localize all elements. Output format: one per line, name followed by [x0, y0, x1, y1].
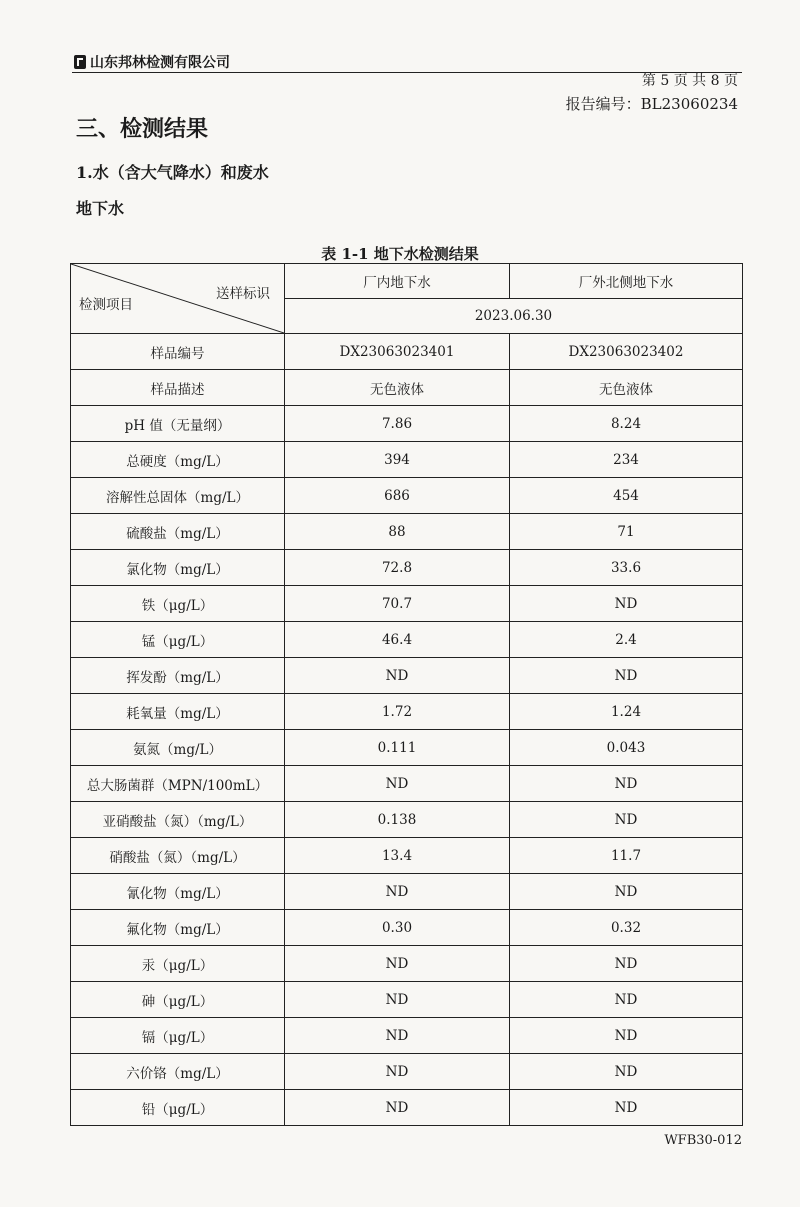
table-row — [71, 766, 743, 802]
row-value-1: 88 — [285, 514, 510, 550]
table-row — [71, 1090, 743, 1126]
row-value-2: ND — [510, 982, 743, 1018]
row-value-2: 无色液体 — [510, 370, 743, 406]
row-label: 总大肠菌群（MPN/100mL） — [71, 766, 285, 802]
row-value-2: 0.043 — [510, 730, 743, 766]
table-caption: 表 1-1 地下水检测结果 — [321, 245, 479, 263]
row-value-2: 234 — [510, 442, 743, 478]
company-name: 山东邦林检测有限公司 — [90, 55, 230, 71]
section-subtitle: 1.水（含大气降水）和废水 — [76, 163, 269, 182]
row-value-1: ND — [285, 1018, 510, 1054]
row-value-1: 72.8 — [285, 550, 510, 586]
diagonal-header-cell — [71, 264, 285, 334]
row-label: 总硬度（mg/L） — [71, 442, 285, 478]
row-label: 氨氮（mg/L） — [71, 730, 285, 766]
table-row — [71, 982, 743, 1018]
row-label: 砷（μg/L） — [71, 982, 285, 1018]
row-value-2: DX23063023402 — [510, 334, 743, 370]
row-value-2: ND — [510, 766, 743, 802]
row-value-2: 454 — [510, 478, 743, 514]
row-value-1: 无色液体 — [285, 370, 510, 406]
column-header-1: 厂内地下水 — [285, 264, 510, 299]
sampling-date: 2023.06.30 — [285, 299, 743, 334]
row-label: pH 值（无量纲） — [71, 406, 285, 442]
row-label: 硝酸盐（氮）（mg/L） — [71, 838, 285, 874]
row-value-1: 46.4 — [285, 622, 510, 658]
row-value-1: 70.7 — [285, 586, 510, 622]
table-row — [71, 1018, 743, 1054]
row-value-1: DX23063023401 — [285, 334, 510, 370]
table-row — [71, 946, 743, 982]
table-row — [71, 406, 743, 442]
row-label: 溶解性总固体（mg/L） — [71, 478, 285, 514]
row-value-1: 394 — [285, 442, 510, 478]
row-value-2: 33.6 — [510, 550, 743, 586]
row-value-2: 11.7 — [510, 838, 743, 874]
row-value-2: ND — [510, 1054, 743, 1090]
table-row — [71, 550, 743, 586]
table-row — [71, 838, 743, 874]
table-row — [71, 874, 743, 910]
table-row — [71, 478, 743, 514]
corner-label-sample: 送样标识 — [216, 286, 270, 302]
row-value-2: 0.32 — [510, 910, 743, 946]
row-value-1: ND — [285, 874, 510, 910]
row-label: 铅（μg/L） — [71, 1090, 285, 1126]
report-number: 报告编号：BL23060234 — [565, 95, 738, 113]
row-label: 氟化物（mg/L） — [71, 910, 285, 946]
column-header-2: 厂外北侧地下水 — [510, 264, 743, 299]
row-label: 镉（μg/L） — [71, 1018, 285, 1054]
row-value-2: ND — [510, 586, 743, 622]
row-value-1: ND — [285, 1090, 510, 1126]
row-label: 样品编号 — [71, 334, 285, 370]
row-label: 亚硝酸盐（氮）（mg/L） — [71, 802, 285, 838]
row-value-1: 1.72 — [285, 694, 510, 730]
row-value-1: 0.30 — [285, 910, 510, 946]
row-value-2: ND — [510, 802, 743, 838]
row-value-1: 0.111 — [285, 730, 510, 766]
row-label: 样品描述 — [71, 370, 285, 406]
row-value-2: ND — [510, 874, 743, 910]
table-row — [71, 334, 743, 370]
table-row — [71, 802, 743, 838]
row-label: 六价铬（mg/L） — [71, 1054, 285, 1090]
table-row — [71, 622, 743, 658]
table-row — [71, 658, 743, 694]
row-label: 硫酸盐（mg/L） — [71, 514, 285, 550]
table-row — [71, 442, 743, 478]
table-row — [71, 370, 743, 406]
form-code: WFB30-012 — [664, 1133, 742, 1148]
company-logo-icon — [74, 55, 86, 69]
row-value-2: ND — [510, 658, 743, 694]
row-value-1: 13.4 — [285, 838, 510, 874]
corner-label-item: 检测项目 — [79, 297, 133, 313]
row-label: 挥发酚（mg/L） — [71, 658, 285, 694]
row-value-1: ND — [285, 766, 510, 802]
row-value-1: ND — [285, 982, 510, 1018]
row-label: 锰（μg/L） — [71, 622, 285, 658]
row-value-1: ND — [285, 1054, 510, 1090]
company-header — [74, 52, 230, 72]
results-table — [70, 263, 743, 1126]
section-title: 三、检测结果 — [76, 116, 209, 142]
row-label: 耗氧量（mg/L） — [71, 694, 285, 730]
table-row — [71, 694, 743, 730]
table-row — [71, 586, 743, 622]
table-row — [71, 514, 743, 550]
row-value-2: ND — [510, 946, 743, 982]
row-value-1: 686 — [285, 478, 510, 514]
row-label: 铁（μg/L） — [71, 586, 285, 622]
row-value-2: ND — [510, 1018, 743, 1054]
table-row — [71, 730, 743, 766]
row-label: 氯化物（mg/L） — [71, 550, 285, 586]
subsection-title: 地下水 — [76, 199, 125, 218]
row-label: 汞（μg/L） — [71, 946, 285, 982]
row-value-1: 0.138 — [285, 802, 510, 838]
row-value-2: 8.24 — [510, 406, 743, 442]
row-label: 氰化物（mg/L） — [71, 874, 285, 910]
row-value-2: 71 — [510, 514, 743, 550]
table-row — [71, 910, 743, 946]
header-row — [71, 264, 743, 299]
row-value-1: 7.86 — [285, 406, 510, 442]
row-value-1: ND — [285, 946, 510, 982]
row-value-1: ND — [285, 658, 510, 694]
row-value-2: 2.4 — [510, 622, 743, 658]
row-value-2: 1.24 — [510, 694, 743, 730]
table-row — [71, 1054, 743, 1090]
page-indicator: 第 5 页 共 8 页 — [641, 73, 738, 89]
row-value-2: ND — [510, 1090, 743, 1126]
